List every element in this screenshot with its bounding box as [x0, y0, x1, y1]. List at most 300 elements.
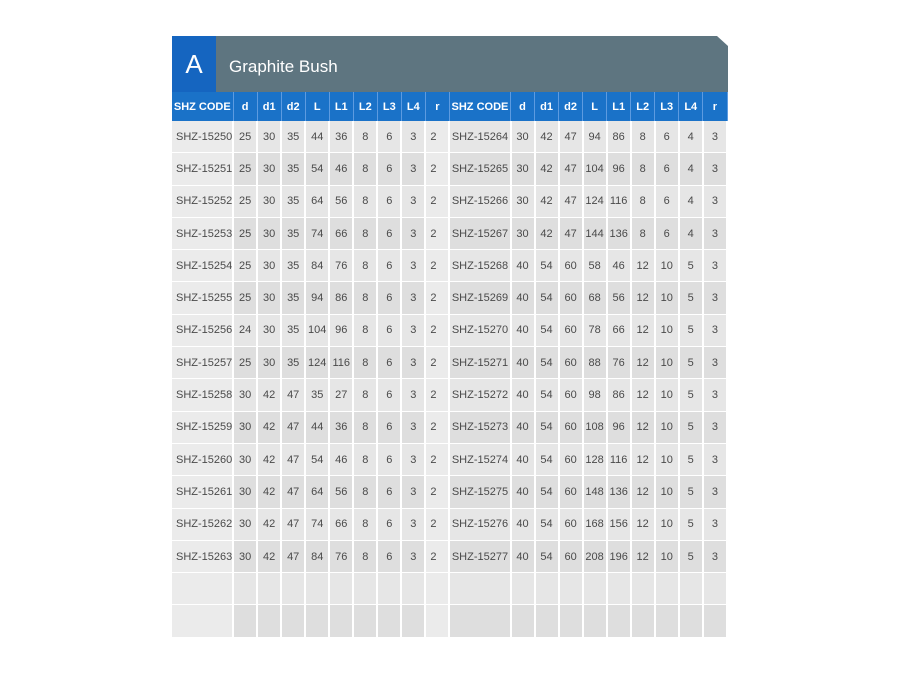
table-cell: 30: [257, 153, 281, 185]
table-cell: [425, 605, 449, 637]
table-cell: 25: [233, 250, 257, 282]
table-cell: 25: [233, 282, 257, 314]
table-cell: 47: [559, 185, 583, 217]
table-cell: [305, 605, 329, 637]
table-cell: 68: [583, 282, 607, 314]
table-cell: 30: [233, 379, 257, 411]
table-cell: 3: [401, 540, 425, 572]
table-cell: 3: [703, 347, 727, 379]
table-cell: 35: [281, 217, 305, 249]
table-cell: 124: [583, 185, 607, 217]
table-cell: 86: [329, 282, 353, 314]
table-cell: 3: [401, 121, 425, 153]
table-cell: 3: [703, 217, 727, 249]
table-cell: 2: [425, 476, 449, 508]
table-cell: 2: [425, 508, 449, 540]
table-cell: 144: [583, 217, 607, 249]
table-cell: [583, 605, 607, 637]
column-header: L: [305, 92, 329, 121]
table-cell: [631, 605, 655, 637]
code-cell: [172, 573, 233, 605]
spec-table: [172, 92, 728, 638]
table-cell: 47: [559, 121, 583, 153]
table-cell: 25: [233, 217, 257, 249]
table-cell: [679, 605, 703, 637]
table-cell: 10: [655, 347, 679, 379]
table-cell: 3: [703, 379, 727, 411]
table-cell: 60: [559, 250, 583, 282]
table-cell: 5: [679, 347, 703, 379]
table-cell: 3: [703, 250, 727, 282]
table-cell: 8: [353, 347, 377, 379]
table-cell: 35: [281, 314, 305, 346]
table-cell: [511, 573, 535, 605]
table-cell: 60: [559, 411, 583, 443]
table-row: [172, 217, 727, 249]
table-cell: [329, 573, 353, 605]
table-cell: 5: [679, 282, 703, 314]
table-cell: 6: [377, 314, 401, 346]
table-cell: 96: [329, 314, 353, 346]
code-cell: SHZ-15257: [172, 347, 233, 379]
table-cell: 42: [257, 379, 281, 411]
table-cell: 47: [559, 153, 583, 185]
table-cell: 40: [511, 443, 535, 475]
column-header-row: [172, 92, 727, 121]
column-header: d2: [281, 92, 305, 121]
table-cell: 8: [353, 508, 377, 540]
table-cell: 54: [305, 153, 329, 185]
table-cell: 6: [655, 153, 679, 185]
table-cell: 12: [631, 282, 655, 314]
table-cell: 42: [257, 508, 281, 540]
table-cell: 35: [281, 185, 305, 217]
table-cell: 42: [535, 153, 559, 185]
table-cell: [655, 573, 679, 605]
table-cell: 30: [257, 185, 281, 217]
table-cell: 60: [559, 508, 583, 540]
table-cell: [281, 605, 305, 637]
table-cell: 3: [401, 217, 425, 249]
code-cell: SHZ-15276: [449, 508, 510, 540]
table-cell: 12: [631, 314, 655, 346]
table-cell: 8: [631, 185, 655, 217]
table-cell: 40: [511, 282, 535, 314]
column-header: d: [233, 92, 257, 121]
column-header: L2: [631, 92, 655, 121]
column-header: L3: [377, 92, 401, 121]
table-cell: 136: [607, 217, 631, 249]
table-cell: 96: [607, 153, 631, 185]
table-cell: 54: [535, 314, 559, 346]
table-cell: 108: [583, 411, 607, 443]
table-cell: 84: [305, 540, 329, 572]
table-cell: 2: [425, 314, 449, 346]
code-cell: SHZ-15256: [172, 314, 233, 346]
table-cell: 3: [401, 443, 425, 475]
table-cell: 66: [607, 314, 631, 346]
table-cell: [535, 573, 559, 605]
column-header: d2: [559, 92, 583, 121]
table-cell: 12: [631, 250, 655, 282]
table-cell: [401, 605, 425, 637]
table-cell: 2: [425, 250, 449, 282]
code-cell: SHZ-15255: [172, 282, 233, 314]
code-cell: SHZ-15261: [172, 476, 233, 508]
code-cell: SHZ-15272: [449, 379, 510, 411]
table-cell: 66: [329, 217, 353, 249]
table-cell: 25: [233, 185, 257, 217]
table-cell: 88: [583, 347, 607, 379]
column-header: SHZ CODE: [172, 92, 233, 121]
table-cell: 10: [655, 508, 679, 540]
table-cell: 3: [401, 185, 425, 217]
table-cell: 6: [377, 250, 401, 282]
table-cell: 5: [679, 250, 703, 282]
table-cell: 24: [233, 314, 257, 346]
table-cell: 8: [353, 153, 377, 185]
table-cell: 2: [425, 540, 449, 572]
table-row: [172, 573, 727, 605]
table-cell: [401, 573, 425, 605]
table-cell: 76: [607, 347, 631, 379]
table-cell: 27: [329, 379, 353, 411]
table-cell: [233, 573, 257, 605]
table-cell: 3: [703, 508, 727, 540]
code-cell: [172, 605, 233, 637]
code-cell: SHZ-15274: [449, 443, 510, 475]
table-cell: 54: [535, 411, 559, 443]
table-cell: 8: [631, 121, 655, 153]
table-cell: 3: [703, 121, 727, 153]
table-cell: 8: [353, 476, 377, 508]
table-cell: 8: [631, 217, 655, 249]
table-cell: 6: [655, 121, 679, 153]
table-cell: 3: [401, 314, 425, 346]
table-cell: 3: [703, 282, 727, 314]
table-cell: 6: [377, 508, 401, 540]
table-cell: [281, 573, 305, 605]
table-cell: 116: [607, 443, 631, 475]
table-cell: 40: [511, 508, 535, 540]
table-cell: 47: [281, 540, 305, 572]
table-cell: 98: [583, 379, 607, 411]
table-cell: 3: [401, 153, 425, 185]
table-cell: [631, 573, 655, 605]
table-cell: [535, 605, 559, 637]
table-cell: 47: [281, 411, 305, 443]
table-cell: 42: [257, 476, 281, 508]
table-header-banner: [172, 36, 728, 92]
table-cell: [607, 605, 631, 637]
table-cell: 2: [425, 443, 449, 475]
table-cell: 8: [353, 185, 377, 217]
code-cell: SHZ-15268: [449, 250, 510, 282]
table-cell: 60: [559, 476, 583, 508]
table-cell: 4: [679, 185, 703, 217]
table-cell: 54: [535, 508, 559, 540]
table-cell: 6: [377, 443, 401, 475]
table-row: [172, 185, 727, 217]
column-header: L2: [353, 92, 377, 121]
table-cell: 86: [607, 379, 631, 411]
column-header: r: [703, 92, 727, 121]
table-cell: [703, 573, 727, 605]
table-cell: 76: [329, 250, 353, 282]
table-row: [172, 121, 727, 153]
table-cell: 30: [233, 411, 257, 443]
table-cell: [559, 573, 583, 605]
table-cell: 6: [377, 476, 401, 508]
table-cell: 86: [607, 121, 631, 153]
table-cell: 6: [377, 217, 401, 249]
table-cell: 74: [305, 508, 329, 540]
table-row: [172, 314, 727, 346]
table-cell: [655, 605, 679, 637]
table-cell: 30: [511, 185, 535, 217]
table-cell: 116: [607, 185, 631, 217]
table-cell: 156: [607, 508, 631, 540]
column-header: L1: [607, 92, 631, 121]
table-cell: 54: [535, 250, 559, 282]
table-cell: 3: [703, 185, 727, 217]
table-cell: 40: [511, 314, 535, 346]
table-cell: 47: [281, 443, 305, 475]
code-cell: [449, 573, 510, 605]
code-cell: SHZ-15270: [449, 314, 510, 346]
column-header: L: [583, 92, 607, 121]
table-cell: 6: [377, 411, 401, 443]
table-row: [172, 153, 727, 185]
table-cell: 8: [353, 250, 377, 282]
table-row: [172, 411, 727, 443]
table-cell: [353, 573, 377, 605]
table-cell: 8: [353, 379, 377, 411]
table-cell: 3: [401, 411, 425, 443]
table-cell: 3: [703, 540, 727, 572]
table-cell: 8: [353, 314, 377, 346]
table-cell: 40: [511, 476, 535, 508]
table-cell: 47: [559, 217, 583, 249]
table-cell: 94: [305, 282, 329, 314]
table-cell: 12: [631, 347, 655, 379]
table-cell: 30: [511, 217, 535, 249]
table-cell: 3: [401, 347, 425, 379]
table-cell: 60: [559, 314, 583, 346]
table-cell: [305, 573, 329, 605]
table-cell: 6: [377, 347, 401, 379]
code-cell: SHZ-15251: [172, 153, 233, 185]
table-cell: 30: [257, 282, 281, 314]
table-cell: 54: [305, 443, 329, 475]
table-cell: 6: [377, 121, 401, 153]
table-cell: 6: [655, 217, 679, 249]
table-cell: 10: [655, 476, 679, 508]
table-cell: 44: [305, 411, 329, 443]
table-cell: [583, 573, 607, 605]
code-cell: SHZ-15254: [172, 250, 233, 282]
table-cell: 5: [679, 411, 703, 443]
table-cell: 124: [305, 347, 329, 379]
table-cell: 35: [281, 153, 305, 185]
table-cell: 30: [257, 250, 281, 282]
table-cell: 8: [631, 153, 655, 185]
table-cell: [559, 605, 583, 637]
table-cell: 2: [425, 411, 449, 443]
table-cell: 54: [535, 379, 559, 411]
table-cell: 3: [401, 379, 425, 411]
table-cell: 60: [559, 282, 583, 314]
table-cell: 8: [353, 282, 377, 314]
table-cell: [425, 573, 449, 605]
table-cell: 35: [305, 379, 329, 411]
code-cell: SHZ-15266: [449, 185, 510, 217]
table-cell: 46: [329, 443, 353, 475]
table-row: [172, 605, 727, 637]
column-header: L4: [401, 92, 425, 121]
table-cell: 54: [535, 347, 559, 379]
table-cell: 2: [425, 153, 449, 185]
table-cell: 47: [281, 379, 305, 411]
table-cell: 5: [679, 508, 703, 540]
column-header: L1: [329, 92, 353, 121]
table-cell: 104: [583, 153, 607, 185]
table-cell: 76: [329, 540, 353, 572]
table-cell: 10: [655, 379, 679, 411]
code-cell: [449, 605, 510, 637]
table-cell: [607, 573, 631, 605]
table-cell: 2: [425, 347, 449, 379]
table-cell: 42: [535, 185, 559, 217]
table-cell: 35: [281, 121, 305, 153]
table-cell: [257, 605, 281, 637]
table-cell: 6: [377, 282, 401, 314]
table-cell: 40: [511, 411, 535, 443]
table-cell: 64: [305, 476, 329, 508]
table-cell: 8: [353, 121, 377, 153]
table-cell: 36: [329, 411, 353, 443]
table-cell: 10: [655, 314, 679, 346]
table-cell: 40: [511, 250, 535, 282]
table-cell: 5: [679, 540, 703, 572]
table-cell: 30: [257, 217, 281, 249]
table-cell: 2: [425, 217, 449, 249]
table-cell: 12: [631, 411, 655, 443]
table-row: [172, 508, 727, 540]
table-cell: 30: [257, 314, 281, 346]
table-cell: 56: [607, 282, 631, 314]
table-cell: 35: [281, 347, 305, 379]
table-cell: 30: [233, 476, 257, 508]
code-cell: SHZ-15269: [449, 282, 510, 314]
table-cell: [233, 605, 257, 637]
table-cell: 60: [559, 347, 583, 379]
table-row: [172, 250, 727, 282]
table-cell: 10: [655, 282, 679, 314]
table-cell: 2: [425, 121, 449, 153]
code-cell: SHZ-15258: [172, 379, 233, 411]
table-cell: 42: [535, 121, 559, 153]
column-header: L4: [679, 92, 703, 121]
table-cell: 2: [425, 379, 449, 411]
table-cell: 12: [631, 540, 655, 572]
table-cell: 25: [233, 347, 257, 379]
table-cell: 5: [679, 443, 703, 475]
table-cell: 12: [631, 476, 655, 508]
table-cell: 136: [607, 476, 631, 508]
table-cell: 8: [353, 217, 377, 249]
code-cell: SHZ-15262: [172, 508, 233, 540]
table-row: [172, 379, 727, 411]
table-cell: 60: [559, 379, 583, 411]
code-cell: SHZ-15267: [449, 217, 510, 249]
table-cell: 12: [631, 508, 655, 540]
column-header: L3: [655, 92, 679, 121]
table-cell: 94: [583, 121, 607, 153]
table-cell: 40: [511, 379, 535, 411]
table-cell: 54: [535, 282, 559, 314]
table-cell: 10: [655, 443, 679, 475]
table-cell: [329, 605, 353, 637]
table-cell: 40: [511, 540, 535, 572]
table-cell: [257, 573, 281, 605]
table-cell: 5: [679, 314, 703, 346]
code-cell: SHZ-15253: [172, 217, 233, 249]
table-cell: 42: [257, 411, 281, 443]
table-cell: 12: [631, 379, 655, 411]
table-row: [172, 540, 727, 572]
table-cell: [511, 605, 535, 637]
table-cell: 54: [535, 443, 559, 475]
table-cell: 36: [329, 121, 353, 153]
table-cell: 196: [607, 540, 631, 572]
column-header: r: [425, 92, 449, 121]
table-cell: 35: [281, 250, 305, 282]
code-cell: SHZ-15275: [449, 476, 510, 508]
table-cell: 148: [583, 476, 607, 508]
table-cell: 44: [305, 121, 329, 153]
table-cell: 54: [535, 540, 559, 572]
table-cell: 4: [679, 121, 703, 153]
table-cell: 5: [679, 476, 703, 508]
column-header: d1: [535, 92, 559, 121]
table-cell: 56: [329, 185, 353, 217]
table-cell: 30: [257, 347, 281, 379]
table-cell: 3: [703, 153, 727, 185]
table-cell: 58: [583, 250, 607, 282]
table-cell: 6: [655, 185, 679, 217]
table-cell: 4: [679, 217, 703, 249]
table-row: [172, 347, 727, 379]
table-title: Graphite Bush: [229, 57, 338, 76]
code-cell: SHZ-15263: [172, 540, 233, 572]
table-cell: 30: [257, 121, 281, 153]
code-cell: SHZ-15250: [172, 121, 233, 153]
table-cell: 2: [425, 185, 449, 217]
table-cell: 3: [401, 508, 425, 540]
table-cell: [679, 573, 703, 605]
table-cell: 46: [607, 250, 631, 282]
table-cell: 168: [583, 508, 607, 540]
table-cell: 6: [377, 379, 401, 411]
table-cell: 30: [511, 153, 535, 185]
table-cell: 46: [329, 153, 353, 185]
table-cell: 10: [655, 250, 679, 282]
table-cell: 30: [233, 508, 257, 540]
table-cell: 3: [401, 282, 425, 314]
table-cell: 2: [425, 282, 449, 314]
code-cell: SHZ-15259: [172, 411, 233, 443]
